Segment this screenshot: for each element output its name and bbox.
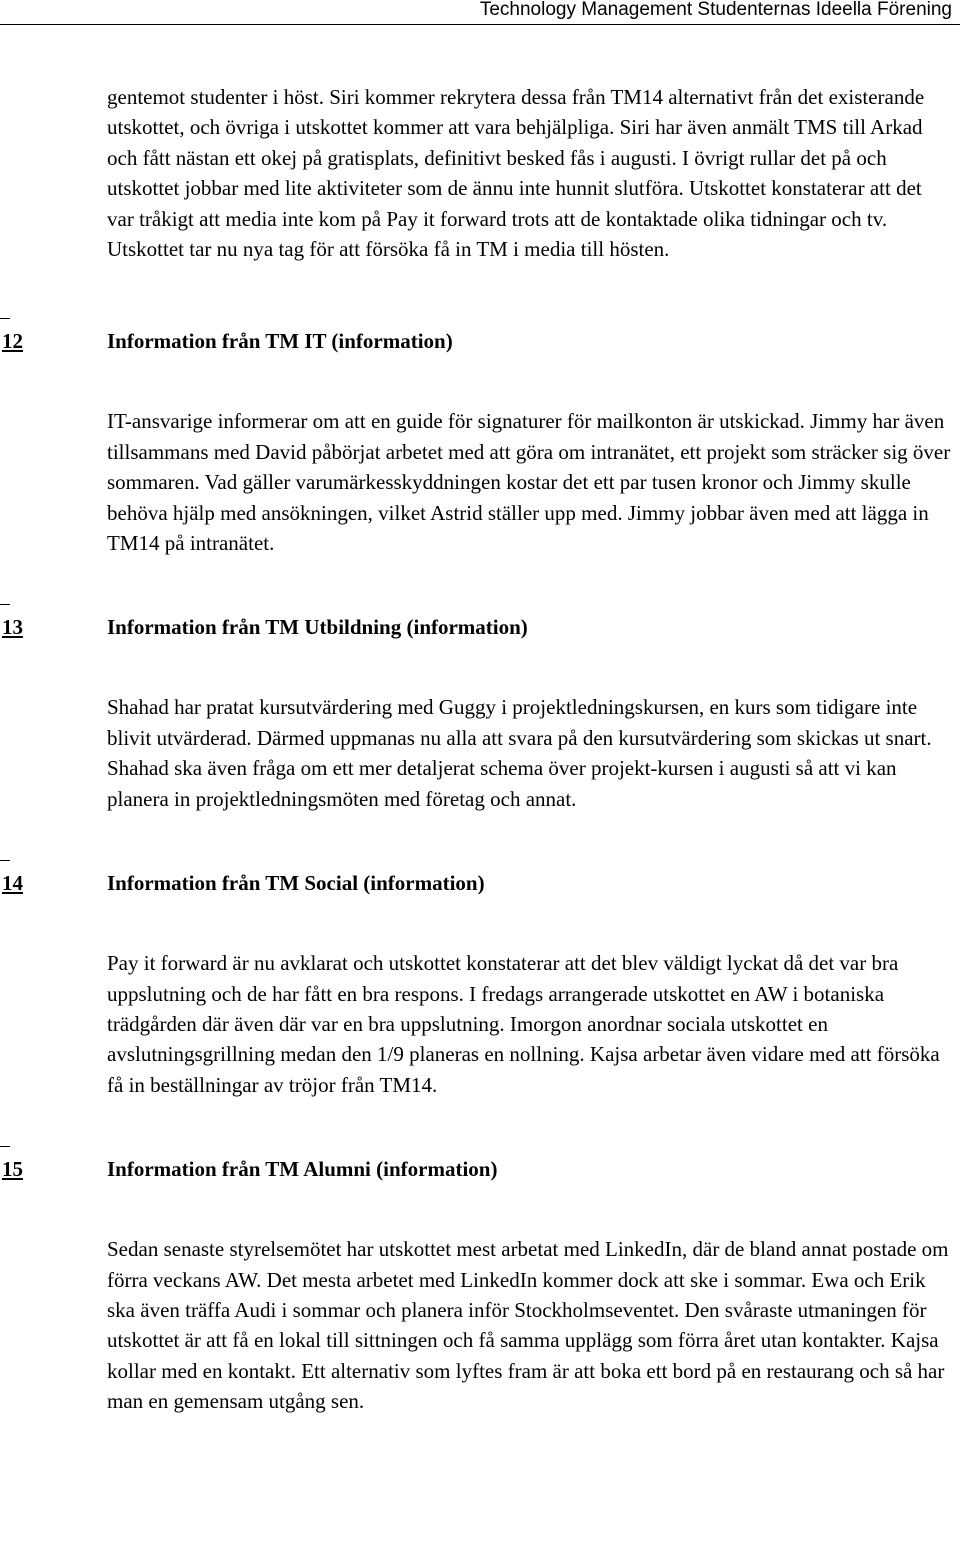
section-marker (0, 604, 10, 607)
section-12 (0, 326, 960, 558)
section-body: Shahad har pratat kursutvärdering med Guggy i projektledningskursen, en kurs som tidigare inte blivit utvärderad. Därmed uppmanas nu alla att svara på den kursutvärdering som skickas ut snart. Shahad ska även fråga om ett mer detaljerat schema över projekt-kursen i augusti så att vi kan planera in projektledningsmöten med företag och annat. (107, 695, 932, 811)
section-number: 15 (2, 1157, 23, 1182)
section-marker (0, 860, 10, 863)
section-heading (0, 326, 960, 356)
section-marker (0, 1146, 10, 1149)
section-title: Information från TM IT (information) (107, 329, 453, 354)
page-header (0, 0, 960, 25)
section-body: IT-ansvarige informerar om att en guide för signaturer för mailkonton är utskickad. Jimmy har även tillsammans med David påbörjat arbetet med att göra om intranätet, ett projekt som sträcker sig över sommaren. Vad gäller varumärkesskyddningen kostar det ett par tusen kronor och Jimmy skulle behöva hjälp med ansökningen, vilket Astrid ställer upp med. Jimmy jobbar även med att lägga in TM14 på intranätet. (107, 409, 951, 556)
section-14 (0, 868, 960, 1100)
section-number: 13 (2, 615, 23, 640)
section-body: Pay it forward är nu avklarat och utskottet konstaterar att det blev väldigt lyckat då det var bra uppslutning och de har fått en bra respons. I fredags arrangerade utskottet en AW i botaniska trädgården där även där var en bra uppslutning. Imorgon anordnar sociala utskottet en avslutningsgrillning medan den 1/9 planeras en nollning. Kajsa arbetar även vidare med att försöka få in beställningar av tröjor från TM14. (107, 951, 940, 1097)
section-number: 14 (2, 871, 23, 896)
section-heading (0, 1154, 960, 1184)
section-heading (0, 612, 960, 642)
section-15 (0, 1154, 960, 1416)
document-body (0, 82, 960, 1417)
section-title: Information från TM Social (information) (107, 871, 485, 896)
intro-paragraph: gentemot studenter i höst. Siri kommer rekrytera dessa från TM14 alternativt från det existerande utskottet, och övriga i utskottet kommer att vara behjälpliga. Siri har även anmält TMS till Arkad och fått nästan ett okej på gratisplats, definitivt besked fås i augusti. I övrigt rullar det på och utskottet jobbar med lite aktiviteter som de ännu inte hunnit slutföra. Utskottet konstaterar att det var tråkigt att media inte kom på Pay it forward trots att de kontaktade olika tidningar och tv. Utskottet tar nu nya tag för att försöka få in TM i media till hösten. (107, 85, 925, 262)
section-13 (0, 612, 960, 814)
section-title: Information från TM Utbildning (information) (107, 615, 528, 640)
section-number: 12 (2, 329, 23, 354)
header-title: Technology Management Studenternas Ideella Förening (479, 0, 952, 20)
section-marker (0, 318, 10, 321)
section-body: Sedan senaste styrelsemötet har utskottet mest arbetat med LinkedIn, där de bland annat postade om förra veckans AW. Det mesta arbetet med LinkedIn kommer dock att ske i sommar. Ewa och Erik ska även träffa Audi i sommar och planera inför Stockholmseventet. Den svåraste utmaningen för utskottet är att få en lokal till sittningen och få samma upplägg som förra året utan kontakter. Kajsa kollar med en kontakt. Ett alternativ som lyftes fram är att boka ett bord på en restaurang och så har man en gemensam utgång sen. (107, 1237, 949, 1414)
section-heading (0, 868, 960, 898)
section-title: Information från TM Alumni (information) (107, 1157, 498, 1182)
